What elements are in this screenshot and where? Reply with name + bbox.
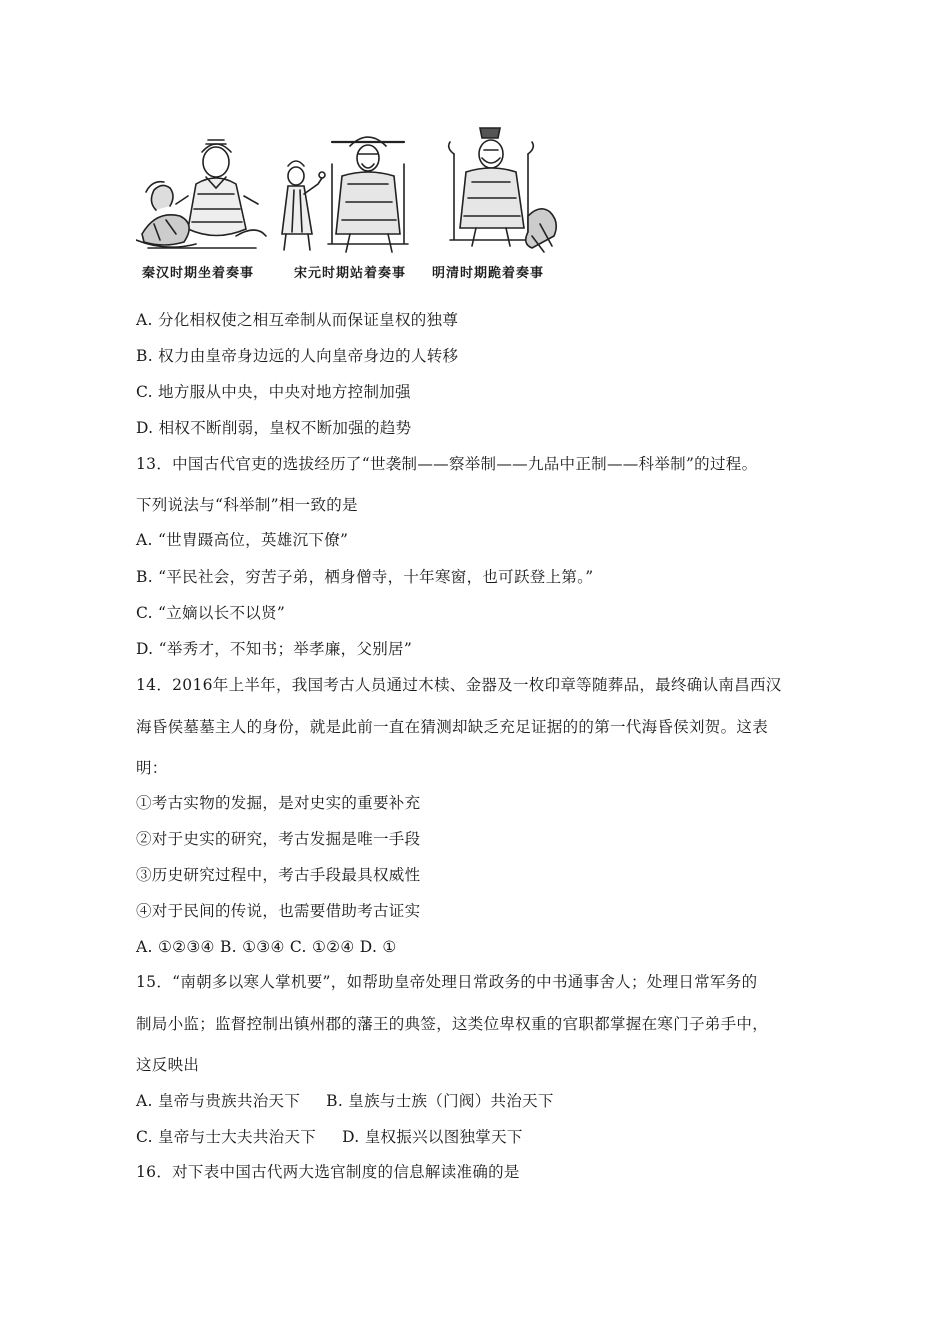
q15-option-a: A. 皇帝与贵族共治天下	[136, 1092, 301, 1110]
q15-options-row2	[136, 1127, 523, 1147]
q14-stem-line3: 明：	[136, 759, 168, 777]
q12-option-c: C. 地方服从中央，中央对地方控制加强	[136, 383, 411, 401]
q14-statement-4: ④对于民间的传说，也需要借助考古证实	[136, 902, 421, 920]
q12-option-d: D. 相权不断削弱，皇权不断加强的趋势	[136, 419, 412, 437]
q16-stem: 16．对下表中国古代两大选官制度的信息解读准确的是	[136, 1163, 520, 1181]
q13-option-b: B. “平民社会，穷苦子弟，栖身僧寺，十年寒窗，也可跃登上第。”	[136, 568, 594, 586]
q15-options-row1	[136, 1091, 554, 1111]
q12-option-b: B. 权力由皇帝身边远的人向皇帝身边的人转移	[136, 347, 459, 365]
caption-song-yuan: 宋元时期站着奏事	[294, 266, 407, 281]
ming-qing-scene	[449, 128, 557, 252]
q15-stem-line1: 15．“南朝多以寒人掌机要”，如帮助皇帝处理日常政务的中书通事舍人；处理日常军务的	[136, 973, 758, 991]
q15-option-d: D. 皇权振兴以图独掌天下	[342, 1128, 523, 1146]
q13-option-d: D. “举秀才，不知书；举孝廉，父别居”	[136, 640, 413, 658]
q15-stem-line2: 制局小监；监督控制出镇州郡的藩王的典签，这类位卑权重的官职都掌握在寒门子弟手中，	[136, 1015, 769, 1033]
q12-option-a: A. 分化相权使之相互牵制从而保证皇权的独尊	[136, 311, 459, 329]
q14-statement-1: ①考古实物的发掘，是对史实的重要补充	[136, 794, 421, 812]
q15-option-b: B. 皇族与士族（门阀）共治天下	[326, 1092, 554, 1110]
song-yuan-scene	[282, 137, 408, 252]
q13-option-c: C. “立嫡以长不以贤”	[136, 604, 286, 622]
court-audience-drawing	[136, 124, 560, 260]
caption-qin-han: 秦汉时期坐着奏事	[142, 266, 255, 281]
q14-stem-line1: 14．2016年上半年，我国考古人员通过木椟、金器及一枚印章等随葬品，最终确认南昌西汉	[136, 676, 782, 694]
q15-stem-line3: 这反映出	[136, 1056, 200, 1074]
caption-ming-qing: 明清时期跪着奏事	[432, 266, 545, 281]
court-audience-illustration	[136, 124, 560, 288]
q13-option-a: A. “世胄蹑高位，英雄沉下僚”	[136, 531, 349, 549]
q14-statement-2: ②对于史实的研究，考古发掘是唯一手段	[136, 830, 421, 848]
q13-stem-line2: 下列说法与“科举制”相一致的是	[136, 496, 358, 514]
q14-statement-3: ③历史研究过程中，考古手段最具权威性	[136, 866, 421, 884]
q14-stem-line2: 海昏侯墓墓主人的身份，就是此前一直在猜测却缺乏充足证据的的第一代海昏侯刘贺。这表	[136, 718, 769, 736]
qin-han-scene	[136, 140, 266, 248]
q13-stem-line1: 13．中国古代官吏的选拔经历了“世袭制——察举制——九品中正制——科举制”的过程。	[136, 455, 758, 473]
q15-option-c: C. 皇帝与士大夫共治天下	[136, 1128, 317, 1146]
q14-options: A. ①②③④ B. ①③④ C. ①②④ D. ①	[136, 938, 397, 956]
